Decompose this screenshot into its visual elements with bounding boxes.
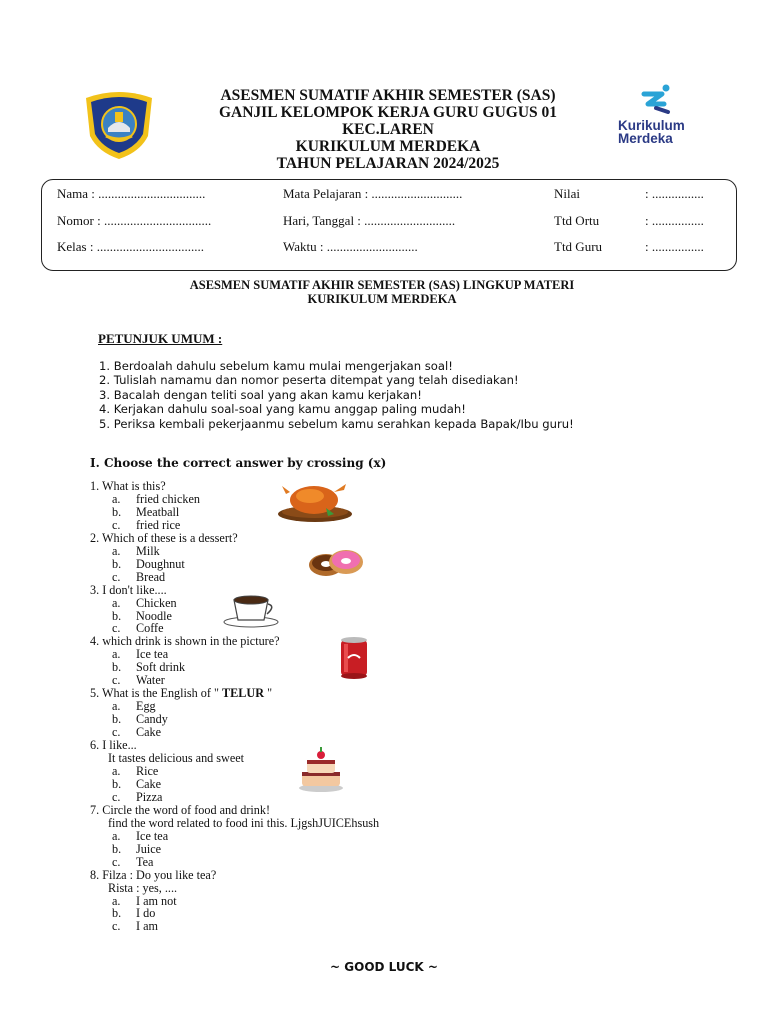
question-subtext: Rista : yes, .... [108,880,178,895]
part-title: I. Choose the correct answer by crossing (x) [90,456,387,470]
ttd-ortu-field[interactable]: : ................ [645,213,704,228]
option-letter: a. [112,763,121,778]
question-text [90,687,550,700]
option-text: fried chicken [136,491,200,506]
answer-option[interactable] [90,895,550,908]
roast-chicken-icon [276,478,354,524]
answer-option[interactable] [90,843,550,856]
option-letter: b. [112,841,122,856]
kelas-field[interactable]: Kelas : ................................. [57,239,204,254]
option-text: I am [136,919,158,934]
ttd-guru-field[interactable]: : ................ [645,239,704,254]
option-letter: b. [112,556,122,571]
answer-option[interactable] [90,920,550,933]
option-letter: c. [112,517,121,532]
question-subtext: find the word related to food ini this. LjgshJUICEhsush [108,815,380,830]
logo-text-line1: Kurikulum [618,118,685,133]
good-luck-footer: ~ GOOD LUCK ~ [330,960,438,974]
coffee-cup-icon [222,592,280,628]
option-letter: b. [112,712,122,727]
option-text: Coffe [136,621,164,636]
question-text-post: " [264,686,273,701]
header-line: KURIKULUM MERDEKA [295,138,481,155]
option-letter: a. [112,647,121,662]
doughnut-icon [306,548,364,578]
nilai-label: Nilai [554,186,580,201]
option-text: Candy [136,712,168,727]
nilai-field[interactable]: : ................ [645,186,704,201]
mata-pelajaran-field[interactable]: Mata Pelajaran : ............................ [283,186,463,201]
option-letter: c. [112,789,121,804]
option-text: Cake [136,776,162,791]
section-title-line: ASESMEN SUMATIF AKHIR SEMESTER (SAS) LINGKUP MATERI [189,278,575,292]
option-letter: b. [112,660,122,675]
cake-icon [294,742,348,796]
petunjuk-list [99,359,574,431]
petunjuk-item: 3. Bacalah dengan teliti soal yang akan kamu kerjakan! [99,387,422,402]
option-text: Pizza [136,789,163,804]
petunjuk-item: 2. Tulislah namamu dan nomor peserta ditempat yang telah disediakan! [99,373,519,388]
option-text: Chicken [136,595,177,610]
soda-can-icon [338,636,370,680]
option-letter: c. [112,569,121,584]
option-letter: a. [112,595,121,610]
kurikulum-merdeka-logo [616,84,706,150]
question-text: 2. Which of these is a dessert? [90,530,238,545]
question-text-pre: 5. What is the English of " [90,686,223,701]
option-letter: c. [112,725,121,740]
option-letter: a. [112,491,121,506]
logo-text-line2: Merdeka [618,131,673,146]
option-text: Water [136,673,165,688]
option-letter: c. [112,854,121,869]
question-keyword: TELUR [222,686,265,701]
section-title [100,278,664,306]
petunjuk-item: 4. Kerjakan dahulu soal-soal yang kamu anggap paling mudah! [99,402,466,417]
answer-option[interactable] [90,856,550,869]
header-line: ASESMEN SUMATIF AKHIR SEMESTER (SAS) [220,87,556,104]
nomor-field[interactable]: Nomor : ................................. [57,213,212,228]
option-letter: a. [112,699,121,714]
option-text: Milk [136,543,160,558]
option-letter: b. [112,906,122,921]
petunjuk-item: 1. Berdoalah dahulu sebelum kamu mulai mengerjakan soal! [99,359,453,373]
option-text: Ice tea [136,647,169,662]
ttd-guru-label: Ttd Guru [554,239,603,254]
ttd-ortu-label: Ttd Ortu [554,213,600,228]
question-subtext: It tastes delicious and sweet [108,751,245,766]
option-letter: b. [112,504,122,519]
hari-tanggal-field[interactable]: Hari, Tanggal : ............................ [283,213,456,228]
option-text: Rice [136,763,159,778]
question-text: 7. Circle the word of food and drink! [90,802,271,817]
page-header [170,87,606,172]
option-letter: b. [112,776,122,791]
section-title-line: KURIKULUM MERDEKA [307,292,457,306]
answer-option[interactable] [90,726,550,739]
question-text: 6. I like... [90,738,137,753]
option-text: I do [136,906,156,921]
question-text: 4. which drink is shown in the picture? [90,634,280,649]
petunjuk-item: 5. Periksa kembali pekerjaanmu sebelum kamu serahkan kepada Bapak/Ibu guru! [99,416,574,431]
petunjuk-title: PETUNJUK UMUM : [98,331,223,346]
option-letter: c. [112,673,121,688]
option-text: Meatball [136,504,180,519]
question-text: 1. What is this? [90,479,166,493]
option-letter: a. [112,893,121,908]
nama-field[interactable]: Nama : ................................. [57,186,206,201]
option-letter: a. [112,828,121,843]
option-text: Noodle [136,608,172,623]
option-letter: a. [112,543,121,558]
header-line: KEC.LAREN [342,121,434,138]
question-text: 8. Filza : Do you like tea? [90,867,217,882]
option-text: Bread [136,569,166,584]
option-letter: b. [112,608,122,623]
option-text: fried rice [136,517,181,532]
option-text: Juice [136,841,162,856]
option-letter: c. [112,919,121,934]
header-line: GANJIL KELOMPOK KERJA GURU GUGUS 01 [218,104,558,121]
question-text: 3. I don't like.... [90,582,167,597]
option-text: Cake [136,725,162,740]
option-text: Tea [136,854,154,869]
option-text: Doughnut [136,556,185,571]
option-letter: c. [112,621,121,636]
option-text: Soft drink [136,660,186,675]
waktu-field[interactable]: Waktu : ............................ [283,239,418,254]
answer-option[interactable] [90,907,550,920]
kurikulum-merdeka-mark-icon [638,84,678,114]
option-text: Egg [136,699,156,714]
header-line: TAHUN PELAJARAN 2024/2025 [276,155,500,172]
regency-emblem-icon [82,88,156,160]
option-text: Ice tea [136,828,169,843]
option-text: I am not [136,893,177,908]
